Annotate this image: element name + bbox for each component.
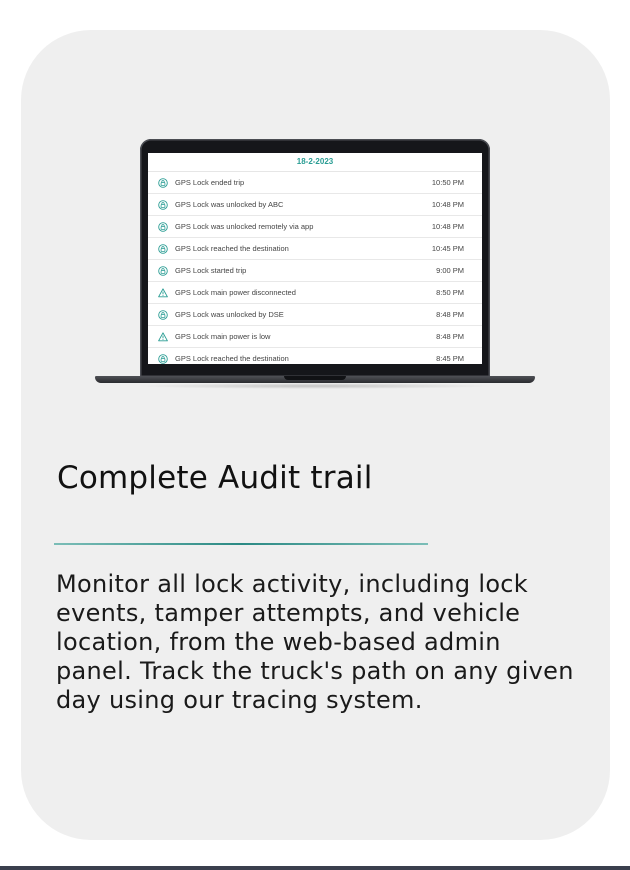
lock-icon	[158, 222, 168, 232]
log-row	[148, 173, 482, 194]
log-event-time: 8:45 PM	[436, 354, 464, 363]
log-event-time: 8:48 PM	[436, 332, 464, 341]
log-event-text: GPS Lock main power disconnected	[175, 288, 296, 297]
log-event-text: GPS Lock main power is low	[175, 332, 271, 341]
log-event-text: GPS Lock was unlocked by DSE	[175, 310, 284, 319]
laptop-illustration	[95, 139, 535, 389]
title-divider	[54, 543, 428, 545]
lock-icon	[158, 244, 168, 254]
laptop-notch	[284, 376, 346, 380]
lock-icon	[158, 310, 168, 320]
lock-icon	[158, 354, 168, 364]
warning-icon	[158, 332, 168, 342]
log-date: 18-2-2023	[148, 153, 482, 172]
feature-title: Complete Audit trail	[57, 460, 373, 496]
log-event-text: GPS Lock reached the destination	[175, 244, 289, 253]
log-event-text: GPS Lock reached the destination	[175, 354, 289, 363]
laptop-screen	[148, 153, 482, 364]
log-event-time: 8:50 PM	[436, 288, 464, 297]
lock-icon	[158, 266, 168, 276]
log-row	[148, 217, 482, 238]
log-event-time: 10:48 PM	[431, 200, 464, 209]
feature-description: Monitor all lock activity, including lock events, tamper attempts, and vehicle location, from the web-based admin panel. Track the truck's path on any given day using our tracing system.	[56, 570, 574, 714]
log-row	[148, 195, 482, 216]
log-row	[148, 327, 482, 348]
log-event-text: GPS Lock started trip	[175, 266, 247, 275]
log-row	[148, 305, 482, 326]
log-event-time: 9:00 PM	[436, 266, 464, 275]
log-row	[148, 239, 482, 260]
log-event-time: 8:48 PM	[436, 310, 464, 319]
log-event-text: GPS Lock ended trip	[175, 178, 245, 187]
log-event-time: 10:48 PM	[431, 222, 464, 231]
log-row	[148, 349, 482, 364]
log-event-time: 10:50 PM	[431, 178, 464, 187]
log-event-time: 10:45 PM	[431, 244, 464, 253]
warning-icon	[158, 288, 168, 298]
log-event-text: GPS Lock was unlocked by ABC	[175, 200, 284, 209]
log-row	[148, 261, 482, 282]
lock-icon	[158, 200, 168, 210]
lock-icon	[158, 178, 168, 188]
bottom-border	[0, 866, 630, 870]
log-row	[148, 283, 482, 304]
log-event-text: GPS Lock was unlocked remotely via app	[175, 222, 314, 231]
laptop-shadow	[135, 383, 495, 389]
